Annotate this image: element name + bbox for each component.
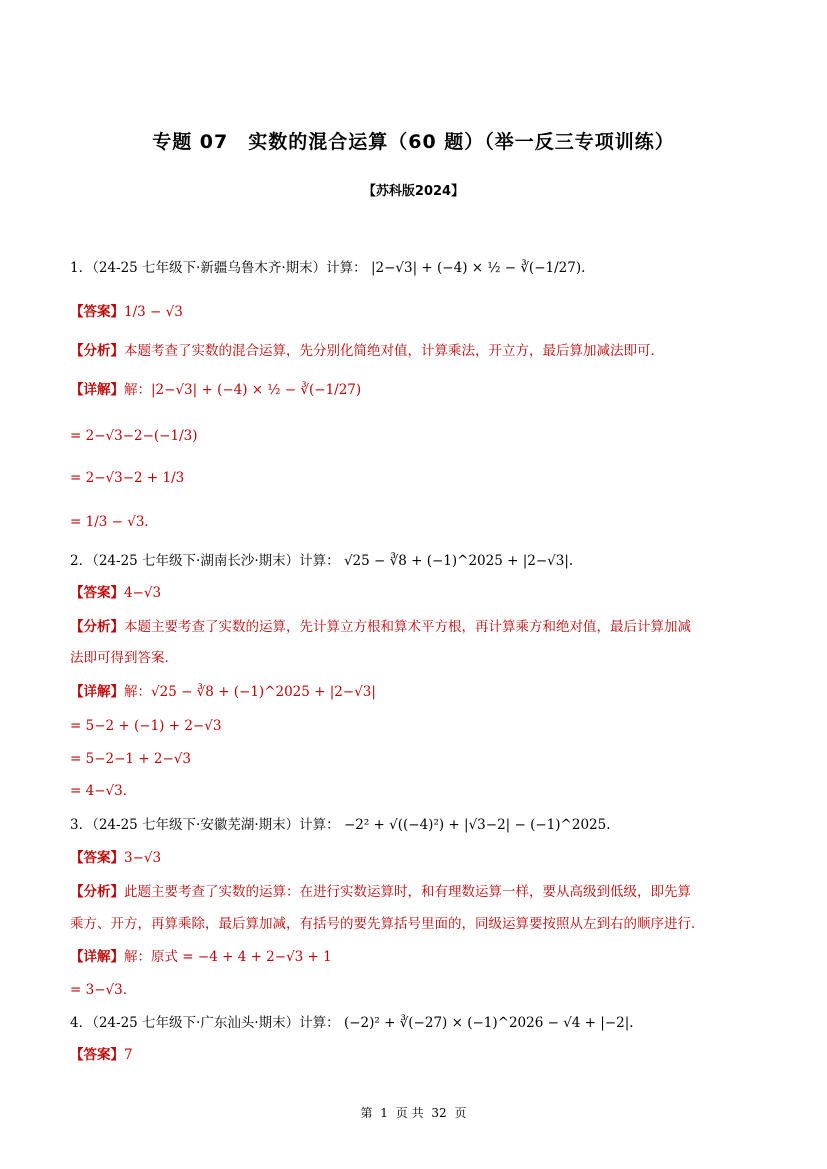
question-expression: |2−√3| + (−4) × ½ − ∛(−1/27). [370, 260, 586, 276]
answer-4 [70, 1045, 133, 1065]
question-stem: 2．（24-25 七年级下·湖南长沙·期末）计算： [70, 553, 340, 569]
step-line: = 4−√3． [70, 783, 137, 799]
step-line: = 2−√3−2−(−1/3) [70, 428, 198, 444]
detail-tag: 【详解】 [70, 684, 124, 700]
page-footer [0, 1104, 827, 1121]
detail-tag: 【详解】 [70, 949, 124, 965]
analysis-tag: 【分析】 [70, 343, 124, 359]
page-title: 专题 07 实数的混合运算（60 题）（举一反三专项训练） [152, 131, 675, 153]
step-line: = 1/3 − √3． [70, 514, 158, 530]
analysis-1 [70, 341, 664, 361]
detail-1 [70, 380, 361, 400]
answer-tag: 【答案】 [70, 304, 124, 320]
answer-value: 1/3 − √3 [124, 304, 183, 320]
footer-mid: 页 共 [395, 1106, 424, 1120]
detail-2 [70, 682, 376, 702]
step-line: = 3−√3． [70, 982, 137, 998]
answer-value: 7 [124, 1047, 133, 1063]
detail-lead: 解：|2−√3| + (−4) × ½ − ∛(−1/27) [124, 382, 362, 398]
detail-lead: 解：原式 = −4 + 4 + 2−√3 + 1 [124, 949, 332, 965]
analysis-text: 本题主要考查了实数的运算，先计算立方根和算术平方根，再计算乘方和绝对值，最后计算加减 [124, 619, 691, 635]
answer-value: 3−√3 [124, 850, 162, 866]
answer-tag: 【答案】 [70, 850, 124, 866]
question-expression: −2² + √((−4)²) + |√3−2| − (−1)^2025. [343, 817, 611, 833]
question-4 [70, 1013, 634, 1033]
answer-2 [70, 583, 161, 603]
question-expression: √25 − ∛8 + (−1)^2025 + |2−√3|. [343, 553, 574, 569]
answer-tag: 【答案】 [70, 585, 124, 601]
analysis-text: 此题主要考查了实数的运算：在进行实数运算时，和有理数运算一样，要从高级到低级，即先算 [124, 884, 691, 900]
question-stem: 1．（24-25 七年级下·新疆乌鲁木齐·期末）计算： [70, 260, 367, 276]
step-line: = 2−√3−2 + 1/3 [70, 470, 185, 486]
analysis-2-cont: 法即可得到答案． [70, 650, 178, 666]
analysis-3-cont: 乘方、开方，再算乘除，最后算加减，有括号的要先算括号里面的，同级运算要按照从左到右的顺序进行． [70, 916, 705, 932]
page-number: 1 [380, 1106, 388, 1120]
edition-label: 【苏科版2024】 [362, 184, 465, 199]
question-2 [70, 551, 573, 571]
question-stem: 4．（24-25 七年级下·广东汕头·期末）计算： [70, 1015, 340, 1031]
question-3 [70, 815, 611, 835]
detail-lead: 解：√25 − ∛8 + (−1)^2025 + |2−√3| [124, 684, 376, 700]
question-1 [70, 258, 585, 278]
answer-tag: 【答案】 [70, 1047, 124, 1063]
analysis-text: 本题考查了实数的混合运算，先分别化简绝对值，计算乘法，开立方，最后算加减法即可． [124, 343, 664, 359]
analysis-2 [70, 617, 691, 637]
footer-suffix: 页 [454, 1106, 467, 1120]
question-expression: (−2)² + ∛(−27) × (−1)^2026 − √4 + |−2|. [343, 1015, 634, 1031]
answer-3 [70, 848, 161, 868]
step-line: = 5−2 + (−1) + 2−√3 [70, 718, 222, 734]
step-line: = 5−2−1 + 2−√3 [70, 751, 191, 767]
answer-value: 4−√3 [124, 585, 162, 601]
analysis-tag: 【分析】 [70, 884, 124, 900]
answer-1 [70, 302, 183, 322]
detail-tag: 【详解】 [70, 382, 124, 398]
page-total: 32 [431, 1106, 447, 1120]
footer-prefix: 第 [360, 1106, 373, 1120]
question-stem: 3．（24-25 七年级下·安徽芜湖·期末）计算： [70, 817, 340, 833]
detail-3 [70, 947, 332, 967]
analysis-3 [70, 882, 691, 902]
analysis-tag: 【分析】 [70, 619, 124, 635]
